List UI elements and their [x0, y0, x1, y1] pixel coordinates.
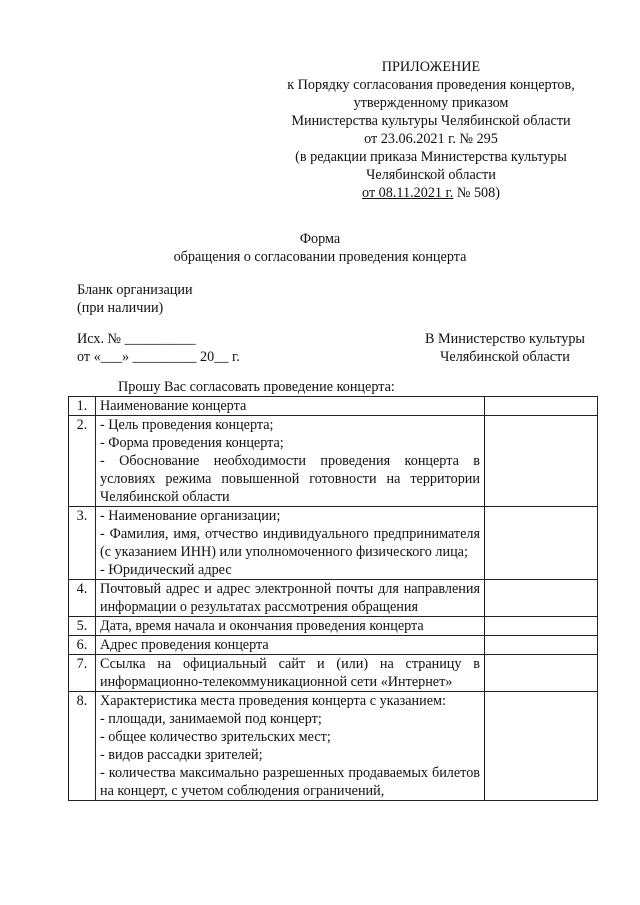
form-title-line2: обращения о согласовании проведения концерта [173, 249, 467, 265]
row-line: Почтовый адрес и адрес электронной почты для направления информации о результатах рассмотрения обращения [100, 581, 480, 615]
row-description [96, 692, 485, 801]
outgoing-number: Исх. № __________ [77, 331, 196, 347]
row-number: 1. [69, 397, 96, 416]
row-answer-cell [485, 580, 598, 617]
row-line: - Наименование организации; [100, 508, 281, 524]
row-line: - общее количество зрительских мест; [100, 729, 331, 745]
form-title-line1: Форма [299, 231, 341, 247]
outgoing-reference [77, 330, 240, 366]
row-line: - видов рассадки зрителей; [100, 747, 263, 763]
addressee [402, 330, 608, 366]
appendix-header [272, 58, 590, 202]
row-answer-cell [485, 655, 598, 692]
table-row [69, 692, 598, 801]
appendix-last-line [272, 184, 590, 202]
appendix-line: от 23.06.2021 г. № 295 [364, 131, 498, 147]
row-number: 8. [69, 692, 96, 801]
row-answer-cell [485, 397, 598, 416]
amendment-number: № 508) [453, 185, 500, 201]
table-row [69, 507, 598, 580]
table-row [69, 655, 598, 692]
table-row [69, 636, 598, 655]
row-line: Характеристика места проведения концерта с указанием: [100, 693, 446, 709]
addressee-line2: Челябинской области [440, 349, 570, 365]
appendix-title: ПРИЛОЖЕНИЕ [381, 59, 481, 75]
row-line: - Обоснование необходимости проведения концерта в условиях режима повышенной готовности на территории Челябинской области [100, 453, 480, 505]
row-description [96, 580, 485, 617]
appendix-line: (в редакции приказа Министерства культуры [295, 149, 567, 165]
row-line: - площади, занимаемой под концерт; [100, 711, 322, 727]
organization-letterhead [77, 281, 193, 317]
request-intro: Прошу Вас согласовать проведение концерта: [118, 379, 395, 395]
row-line: Ссылка на официальный сайт и (или) на страницу в информационно-телекоммуникационной сети «Интернет» [100, 656, 480, 690]
appendix-line: к Порядку согласования проведения концертов, [287, 77, 575, 93]
form-title [0, 230, 640, 266]
table-row [69, 397, 598, 416]
row-line: Адрес проведения концерта [100, 637, 269, 653]
row-answer-cell [485, 617, 598, 636]
row-line: - количества максимально разрешенных продаваемых билетов на концерт, с учетом соблюдения ограничений, [100, 765, 480, 799]
request-table [68, 396, 598, 801]
row-line: Наименование концерта [100, 398, 247, 414]
row-description [96, 416, 485, 507]
row-number: 2. [69, 416, 96, 507]
letterhead-line2: (при наличии) [77, 300, 164, 316]
row-number: 5. [69, 617, 96, 636]
row-answer-cell [485, 692, 598, 801]
appendix-line: утвержденному приказом [353, 95, 509, 111]
row-number: 4. [69, 580, 96, 617]
table-row [69, 617, 598, 636]
letterhead-line1: Бланк организации [77, 282, 193, 298]
row-answer-cell [485, 636, 598, 655]
row-number: 3. [69, 507, 96, 580]
row-answer-cell [485, 507, 598, 580]
row-description [96, 655, 485, 692]
row-line: - Форма проведения концерта; [100, 435, 284, 451]
row-description [96, 617, 485, 636]
row-description [96, 507, 485, 580]
row-answer-cell [485, 416, 598, 507]
row-description [96, 636, 485, 655]
row-number: 6. [69, 636, 96, 655]
row-line: - Цель проведения концерта; [100, 417, 274, 433]
row-line: - Юридический адрес [100, 562, 232, 578]
table-row [69, 580, 598, 617]
appendix-line: Челябинской области [366, 167, 496, 183]
table-row [69, 416, 598, 507]
addressee-line1: В Министерство культуры [425, 331, 585, 347]
amendment-date: от 08.11.2021 г. [362, 185, 454, 201]
row-description [96, 397, 485, 416]
row-line: - Фамилия, имя, отчество индивидуального предпринимателя (с указанием ИНН) или уполномоченного физического лица; [100, 526, 480, 560]
row-line: Дата, время начала и окончания проведения концерта [100, 618, 424, 634]
outgoing-date: от «___» _________ 20__ г. [77, 349, 240, 365]
appendix-line: Министерства культуры Челябинской области [291, 113, 571, 129]
row-number: 7. [69, 655, 96, 692]
